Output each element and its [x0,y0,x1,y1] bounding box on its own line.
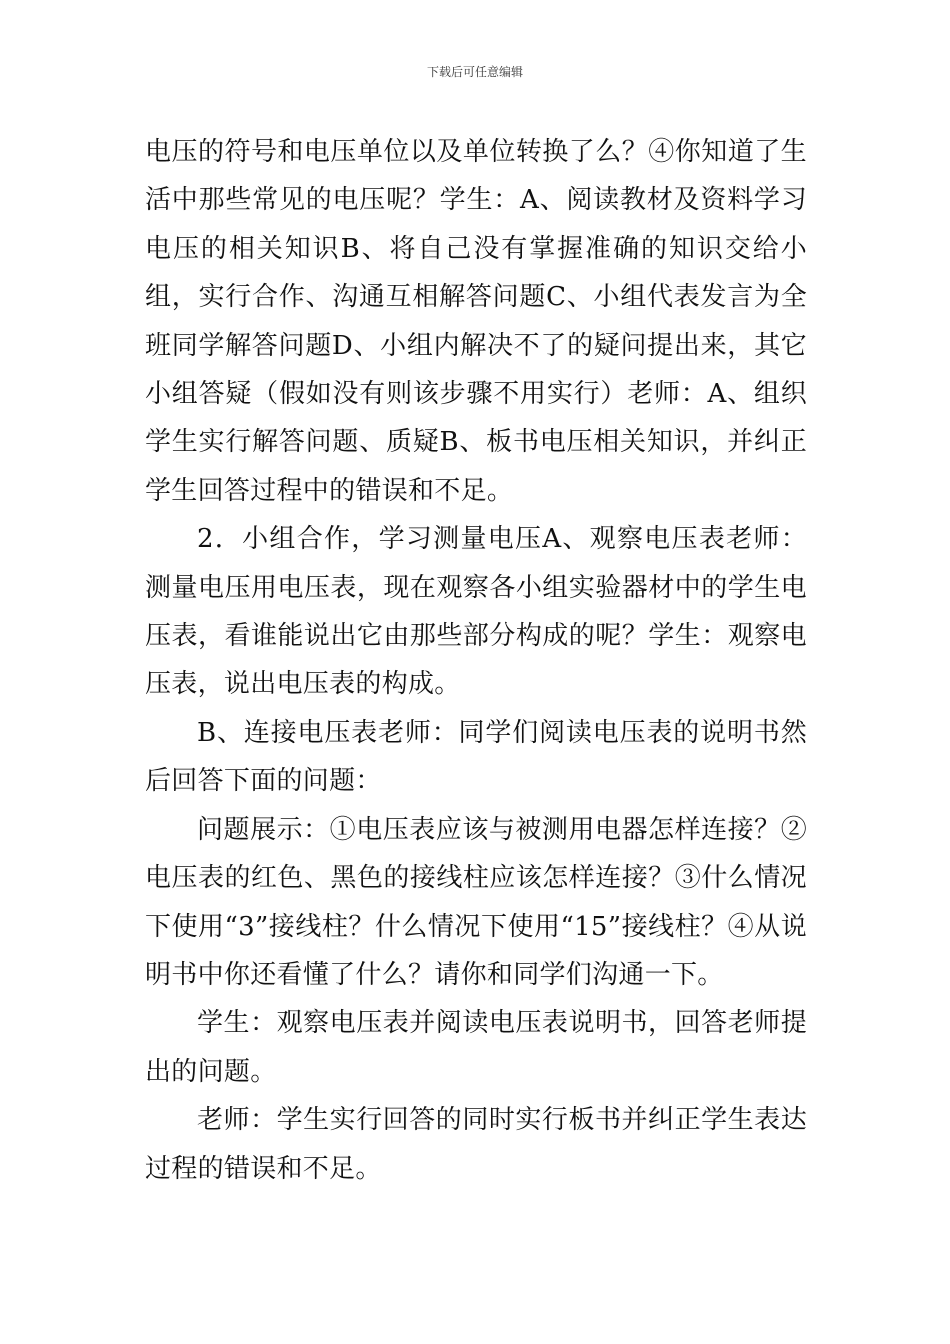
paragraph-2: 2．小组合作，学习测量电压A、观察电压表老师：测量电压用电压表，现在观察各小组实验器材中的学生电压表，看谁能说出它由那些部分构成的呢？学生：观察电压表，说出电压表的构成。 [145,524,807,700]
paragraph-6: 老师：学生实行回答的同时实行板书并纠正学生表达过程的错误和不足。 [145,1105,807,1184]
paragraph-1: 电压的符号和电压单位以及单位转换了么？④你知道了生活中那些常见的电压呢？学生：A、阅读教材及资料学习电压的相关知识B、将自己没有掌握准确的知识交给小组，实行合作、沟通互相解答问题C、小组代表发言为全班同学解答问题D、小组内解决不了的疑问提出来，其它小组答疑（假如没有则该步骤不用实行）老师：A、组织学生实行解答问题、质疑B、板书电压相关知识，并纠正学生回答过程中的错误和不足。 [145,137,807,506]
document-body [145,128,807,1193]
paragraph-4: 问题展示：①电压表应该与被测用电器怎样连接？②电压表的红色、黑色的接线柱应该怎样连接？③什么情况下使用“3”接线柱？什么情况下使用“15”接线柱？④从说明书中你还看懂了什么？请你和同学们沟通一下。 [145,814,807,990]
page-header: 下载后可任意编辑 [426,65,523,79]
paragraph-5: 学生：观察电压表并阅读电压表说明书，回答老师提出的问题。 [145,1008,807,1087]
paragraph-3: B、连接电压表老师：同学们阅读电压表的说明书然后回答下面的问题： [145,717,807,797]
